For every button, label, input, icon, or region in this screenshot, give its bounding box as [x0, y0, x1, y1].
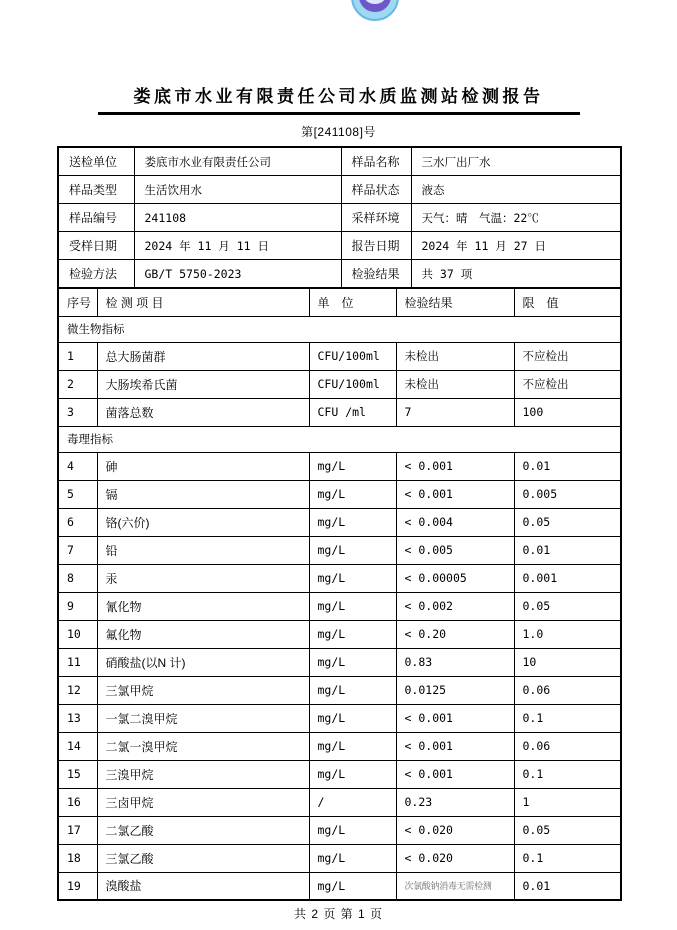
- item-name: 三溴甲烷: [97, 760, 309, 788]
- row-index: 15: [58, 760, 97, 788]
- unit: CFU /ml: [309, 398, 396, 426]
- table-row: [58, 536, 621, 564]
- unit: mg/L: [309, 564, 396, 592]
- table-row: [58, 732, 621, 760]
- unit: mg/L: [309, 676, 396, 704]
- table-row: [58, 872, 621, 900]
- result: 未检出: [396, 342, 514, 370]
- result: 7: [396, 398, 514, 426]
- unit: mg/L: [309, 844, 396, 872]
- table-row: [58, 342, 621, 370]
- row-index: 1: [58, 342, 97, 370]
- unit: mg/L: [309, 536, 396, 564]
- info-label: 样品类型: [58, 176, 134, 204]
- item-name: 三氯甲烷: [97, 676, 309, 704]
- info-row: [58, 204, 621, 232]
- result: < 0.001: [396, 452, 514, 480]
- seal-core-icon: [364, 0, 386, 4]
- table-row: [58, 760, 621, 788]
- item-name: 菌落总数: [97, 398, 309, 426]
- info-label: 受样日期: [58, 232, 134, 260]
- item-name: 氟化物: [97, 620, 309, 648]
- row-index: 10: [58, 620, 97, 648]
- table-row: [58, 704, 621, 732]
- item-name: 汞: [97, 564, 309, 592]
- item-name: 大肠埃希氏菌: [97, 370, 309, 398]
- report-number: 第[241108]号: [301, 125, 376, 139]
- info-label: 样品编号: [58, 204, 134, 232]
- info-label: 报告日期: [341, 232, 411, 260]
- row-index: 17: [58, 816, 97, 844]
- item-name: 硝酸盐(以N 计): [97, 648, 309, 676]
- limit: 0.05: [514, 816, 621, 844]
- row-index: 4: [58, 452, 97, 480]
- col-header-index: 序号: [58, 288, 97, 316]
- col-header-item: 检 测 项 目: [97, 288, 309, 316]
- page-footer: 共 2 页 第 1 页: [293, 907, 384, 921]
- info-label: 送检单位: [58, 147, 134, 176]
- info-label: 样品状态: [341, 176, 411, 204]
- results-header-row: [58, 288, 621, 316]
- limit: 0.1: [514, 704, 621, 732]
- info-value: 液态: [411, 176, 621, 204]
- sample-info-table: [57, 146, 622, 289]
- info-value: 天气：晴 气温：22℃: [411, 204, 621, 232]
- table-row: [58, 844, 621, 872]
- result: < 0.001: [396, 760, 514, 788]
- row-index: 7: [58, 536, 97, 564]
- unit: mg/L: [309, 480, 396, 508]
- table-row: [58, 564, 621, 592]
- limit: 0.001: [514, 564, 621, 592]
- limit: 0.1: [514, 844, 621, 872]
- result: 次氯酸钠消毒无需检测: [396, 872, 514, 900]
- limit: 0.01: [514, 872, 621, 900]
- row-index: 8: [58, 564, 97, 592]
- limit: 0.005: [514, 480, 621, 508]
- table-row: [58, 676, 621, 704]
- unit: mg/L: [309, 508, 396, 536]
- row-index: 11: [58, 648, 97, 676]
- row-index: 9: [58, 592, 97, 620]
- result: 0.23: [396, 788, 514, 816]
- table-row: [58, 620, 621, 648]
- table-row: [58, 398, 621, 426]
- info-label: 样品名称: [341, 147, 411, 176]
- unit: mg/L: [309, 620, 396, 648]
- item-name: 溴酸盐: [97, 872, 309, 900]
- info-value: 241108: [134, 204, 341, 232]
- result: < 0.00005: [396, 564, 514, 592]
- limit: 0.1: [514, 760, 621, 788]
- limit: 100: [514, 398, 621, 426]
- item-name: 铬(六价): [97, 508, 309, 536]
- item-name: 总大肠菌群: [97, 342, 309, 370]
- result: 0.0125: [396, 676, 514, 704]
- limit: 不应检出: [514, 370, 621, 398]
- info-value: GB/T 5750-2023: [134, 260, 341, 289]
- info-label: 采样环境: [341, 204, 411, 232]
- result: < 0.001: [396, 480, 514, 508]
- result: < 0.020: [396, 844, 514, 872]
- limit: 0.05: [514, 592, 621, 620]
- row-index: 6: [58, 508, 97, 536]
- section-label: 微生物指标: [58, 316, 621, 342]
- info-row: [58, 260, 621, 289]
- limit: 0.06: [514, 732, 621, 760]
- table-row: [58, 452, 621, 480]
- info-value: 2024 年 11 月 11 日: [134, 232, 341, 260]
- col-header-result: 检验结果: [396, 288, 514, 316]
- table-row: [58, 648, 621, 676]
- row-index: 3: [58, 398, 97, 426]
- unit: /: [309, 788, 396, 816]
- results-table: [57, 287, 622, 901]
- info-row: [58, 176, 621, 204]
- limit: 1: [514, 788, 621, 816]
- result: < 0.001: [396, 732, 514, 760]
- section-label: 毒理指标: [58, 426, 621, 452]
- item-name: 氰化物: [97, 592, 309, 620]
- seal-inner-ring-icon: [359, 0, 391, 12]
- info-value: 娄底市水业有限责任公司: [134, 147, 341, 176]
- item-name: 铅: [97, 536, 309, 564]
- info-row: [58, 232, 621, 260]
- page-title: 娄底市水业有限责任公司水质监测站检测报告: [133, 87, 544, 106]
- info-label: 检验结果: [341, 260, 411, 289]
- unit: mg/L: [309, 732, 396, 760]
- result: 0.83: [396, 648, 514, 676]
- result: < 0.005: [396, 536, 514, 564]
- row-index: 13: [58, 704, 97, 732]
- row-index: 12: [58, 676, 97, 704]
- unit: mg/L: [309, 452, 396, 480]
- item-name: 砷: [97, 452, 309, 480]
- limit: 0.06: [514, 676, 621, 704]
- unit: mg/L: [309, 760, 396, 788]
- result: < 0.001: [396, 704, 514, 732]
- limit: 1.0: [514, 620, 621, 648]
- limit: 10: [514, 648, 621, 676]
- table-row: [58, 816, 621, 844]
- table-row: [58, 788, 621, 816]
- results-tbody: [58, 316, 621, 900]
- item-name: 镉: [97, 480, 309, 508]
- info-label: 检验方法: [58, 260, 134, 289]
- row-index: 19: [58, 872, 97, 900]
- row-index: 16: [58, 788, 97, 816]
- limit: 0.05: [514, 508, 621, 536]
- table-row: [58, 370, 621, 398]
- item-name: 二氯一溴甲烷: [97, 732, 309, 760]
- item-name: 三卤甲烷: [97, 788, 309, 816]
- section-row: [58, 426, 621, 452]
- unit: mg/L: [309, 816, 396, 844]
- unit: CFU/100ml: [309, 370, 396, 398]
- col-header-unit: 单 位: [309, 288, 396, 316]
- row-index: 18: [58, 844, 97, 872]
- row-index: 2: [58, 370, 97, 398]
- unit: CFU/100ml: [309, 342, 396, 370]
- row-index: 5: [58, 480, 97, 508]
- info-value: 生活饮用水: [134, 176, 341, 204]
- limit: 0.01: [514, 452, 621, 480]
- item-name: 一氯二溴甲烷: [97, 704, 309, 732]
- limit: 0.01: [514, 536, 621, 564]
- info-value: 2024 年 11 月 27 日: [411, 232, 621, 260]
- unit: mg/L: [309, 872, 396, 900]
- info-value: 三水厂出厂水: [411, 147, 621, 176]
- unit: mg/L: [309, 648, 396, 676]
- result: < 0.004: [396, 508, 514, 536]
- result: 未检出: [396, 370, 514, 398]
- limit: 不应检出: [514, 342, 621, 370]
- unit: mg/L: [309, 592, 396, 620]
- report-title-block: [98, 82, 580, 115]
- info-row: [58, 147, 621, 176]
- unit: mg/L: [309, 704, 396, 732]
- row-index: 14: [58, 732, 97, 760]
- section-row: [58, 316, 621, 342]
- result: < 0.20: [396, 620, 514, 648]
- table-row: [58, 480, 621, 508]
- info-value: 共 37 项: [411, 260, 621, 289]
- table-row: [58, 508, 621, 536]
- result: < 0.002: [396, 592, 514, 620]
- col-header-limit: 限 值: [514, 288, 621, 316]
- item-name: 三氯乙酸: [97, 844, 309, 872]
- result: < 0.020: [396, 816, 514, 844]
- water-company-seal-icon: [351, 0, 399, 21]
- item-name: 二氯乙酸: [97, 816, 309, 844]
- table-row: [58, 592, 621, 620]
